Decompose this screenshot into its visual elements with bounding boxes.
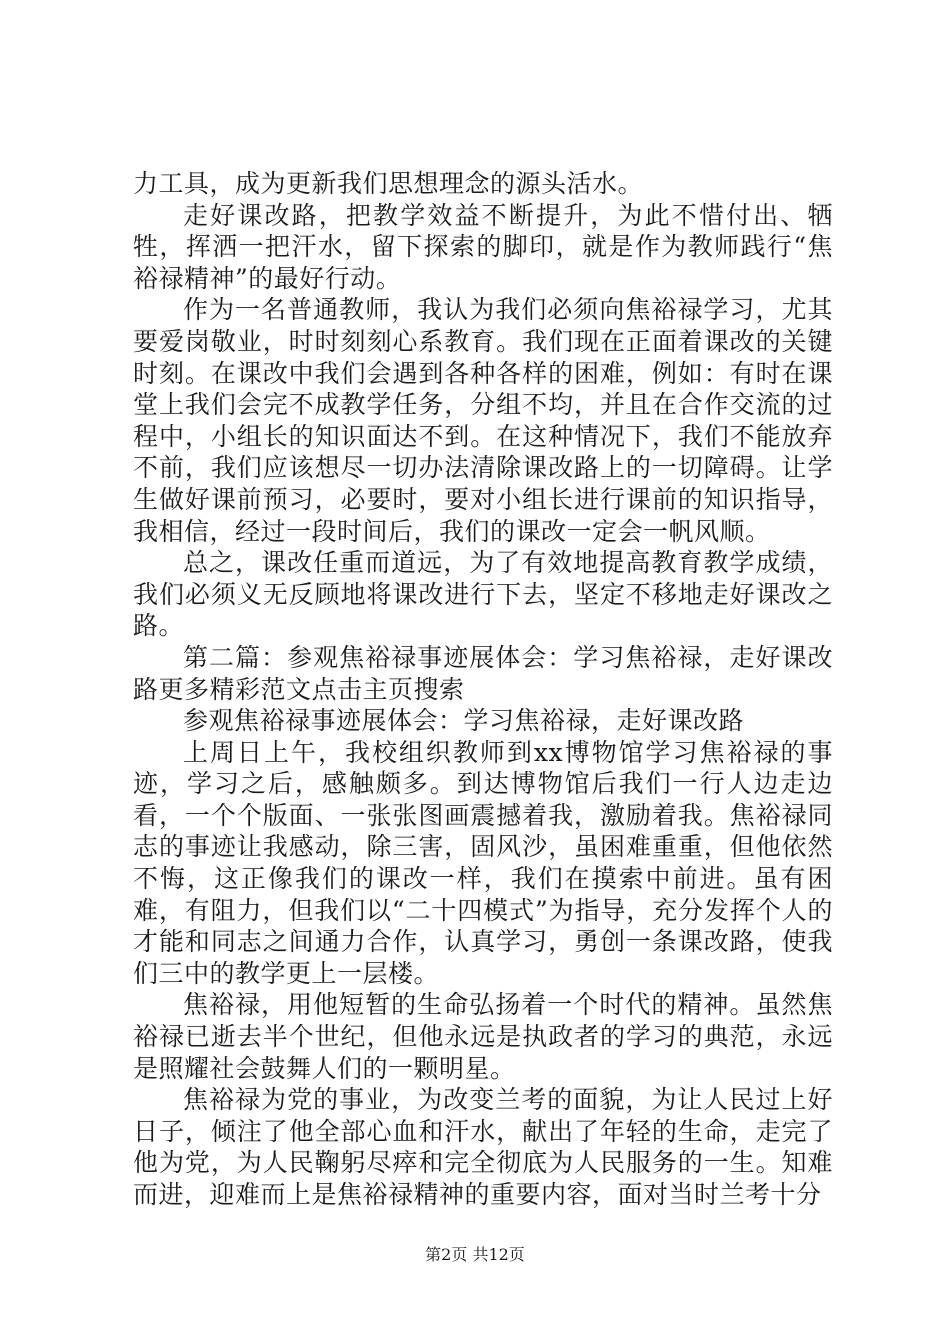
paragraph: 作为一名普通教师，我认为我们必须向焦裕禄学习，尤其要爱岗敬业，时时刻刻心系教育。我们现在正面着课改的关键时刻。在课改中我们会遇到各种各样的困难，例如：有时在课堂上我们会完不成教学任务，分组不均，并且在合作交流的过程中，小组长的知识面达不到。在这种情况下，我们不能放弃不前，我们应该想尽一切办法清除课改路上的一切障碍。让学生做好课前预习，必要时，要对小组长进行课前的知识指导，我相信，经过一段时间后，我们的课改一定会一帆风顺。 <box>133 295 833 546</box>
paragraph-continuation: 力工具，成为更新我们思想理念的源头活水。 <box>133 169 644 198</box>
paragraph: 焦裕禄，用他短暂的生命弘扬着一个时代的精神。虽然焦裕禄已逝去半个世纪，但他永远是执政者的学习的典范，永远是照耀社会鼓舞人们的一颗明星。 <box>133 990 833 1083</box>
paragraph: 焦裕禄为党的事业，为改变兰考的面貌，为让人民过上好日子，倾注了他全部心血和汗水，献出了年轻的生命，走完了他为党，为人民鞠躬尽瘁和完全彻底为人民服务的一生。知难而进，迎难而上是焦裕禄精神的重要内容，面对当时兰考十分 <box>133 1085 833 1209</box>
body-text <box>133 168 833 1211</box>
paragraph: 走好课改路，把教学效益不断提升，为此不惜付出、牺牲，挥洒一把汗水，留下探索的脚印，就是作为教师践行“焦裕禄精神”的最好行动。 <box>133 200 833 293</box>
page-footer: 第2页 共12页 <box>425 1245 525 1264</box>
section-heading: 第二篇：参观焦裕禄事迹展体会：学习焦裕禄，走好课改路更多精彩范文点击主页搜索 <box>133 642 833 704</box>
article-title: 参观焦裕禄事迹展体会：学习焦裕禄，走好课改路 <box>183 706 745 736</box>
paragraph: 总之，课改任重而道远，为了有效地提高教育教学成绩，我们必须义无反顾地将课改进行下去，坚定不移地走好课改之路。 <box>133 548 833 641</box>
paragraph: 上周日上午，我校组织教师到xx博物馆学习焦裕禄的事迹，学习之后，感触颇多。到达博物馆后我们一行人边走边看，一个个版面、一张张图画震撼着我，激励着我。焦裕禄同志的事迹让我感动，除三害，固风沙，虽困难重重，但他依然不悔，这正像我们的课改一样，我们在摸索中前进。虽有困难，有阻力，但我们以“二十四模式”为指导，充分发挥个人的才能和同志之间通力合作，认真学习，勇创一条课改路，使我们三中的教学更上一层楼。 <box>133 737 833 988</box>
